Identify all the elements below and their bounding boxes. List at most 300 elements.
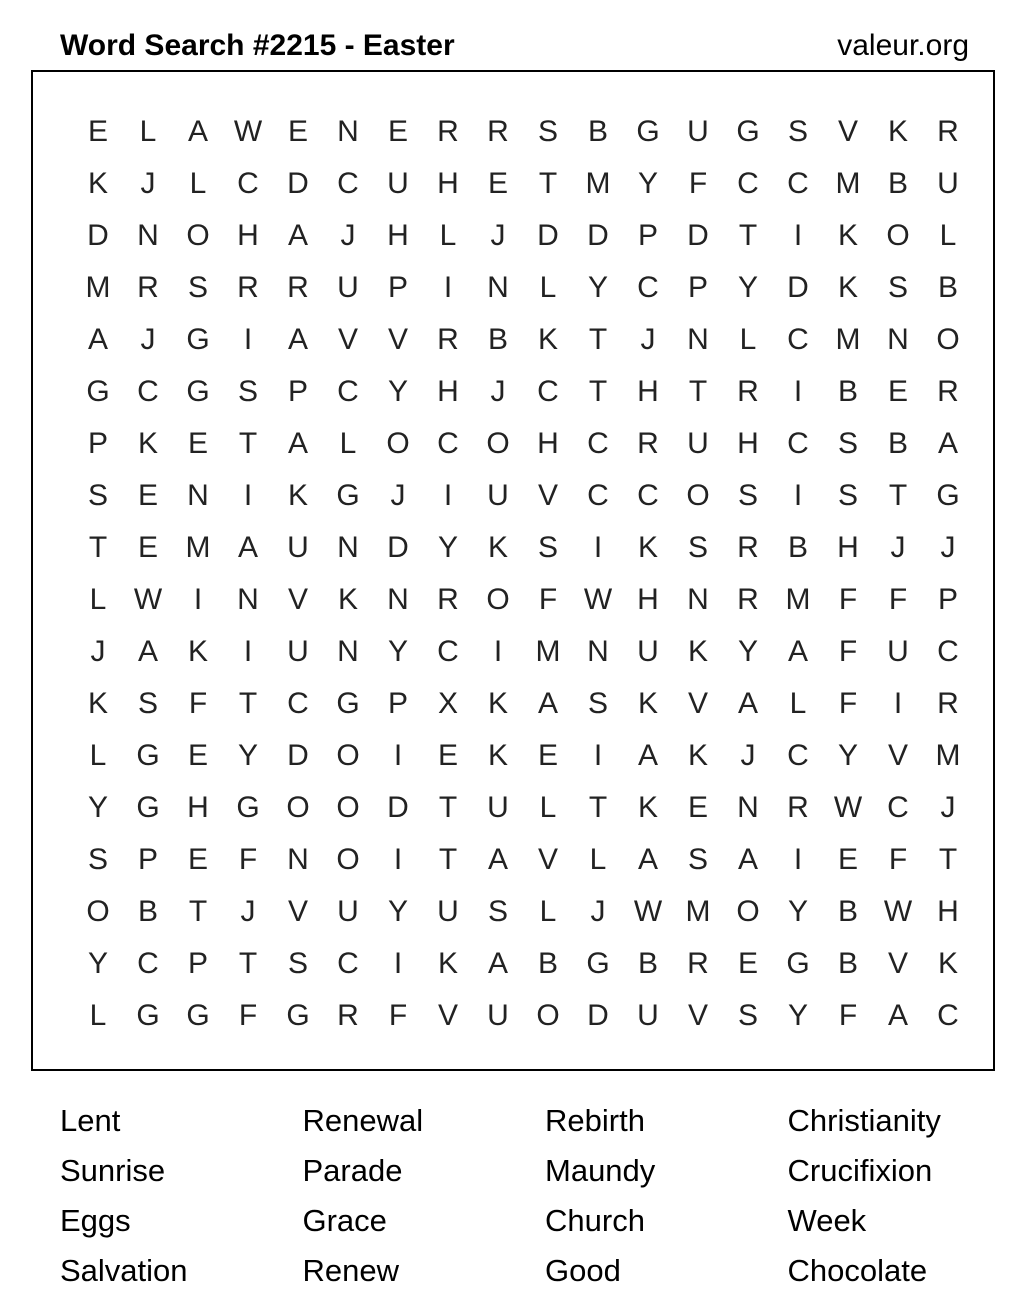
word-list-item: Lent (60, 1103, 121, 1138)
grid-letter: O (486, 583, 510, 616)
grid-letter: C (587, 427, 609, 460)
grid-letter: A (887, 999, 908, 1032)
grid-letter: C (787, 323, 809, 356)
grid-letter: A (137, 635, 158, 668)
grid-letter: C (737, 167, 759, 200)
grid-letter: O (336, 843, 360, 876)
grid-letter: F (238, 843, 258, 876)
grid-letter: S (137, 687, 158, 720)
grid-letter: D (287, 739, 309, 772)
grid-letter: V (437, 999, 458, 1032)
grid-letter: C (437, 635, 459, 668)
grid-letter: B (587, 115, 608, 148)
grid-letter: H (937, 895, 959, 928)
grid-letter: H (437, 375, 459, 408)
grid-letter: D (387, 531, 409, 564)
word-list-item: Rebirth (545, 1103, 645, 1138)
grid-letter: J (140, 323, 156, 356)
grid-letter: N (137, 219, 159, 252)
grid-letter: Y (237, 739, 258, 772)
grid-letter: O (86, 895, 110, 928)
grid-letter: R (437, 323, 459, 356)
grid-letter: S (287, 947, 308, 980)
grid-letter: M (835, 167, 861, 200)
grid-letter: H (437, 167, 459, 200)
grid-letter: S (537, 531, 558, 564)
grid-letter: U (437, 895, 459, 928)
grid-letter: I (593, 739, 603, 772)
grid-letter: G (936, 479, 960, 512)
grid-letter: C (637, 271, 659, 304)
word-list-item: Salvation (60, 1253, 188, 1288)
grid-letter: Y (637, 167, 658, 200)
grid-letter: Y (387, 375, 408, 408)
grid-letter: G (336, 479, 360, 512)
grid-letter: U (287, 531, 309, 564)
grid-letter: A (737, 687, 758, 720)
grid-letter: S (837, 479, 858, 512)
grid-letter: B (787, 531, 808, 564)
grid-letter: O (386, 427, 410, 460)
grid-letter: B (637, 947, 658, 980)
grid-letter: O (486, 427, 510, 460)
grid-letter: Y (87, 947, 108, 980)
grid-letter: N (387, 583, 409, 616)
grid-letter: B (137, 895, 158, 928)
grid-letter: N (887, 323, 909, 356)
grid-letter: R (287, 271, 309, 304)
grid-letter: R (737, 583, 759, 616)
grid-letter: T (238, 427, 258, 460)
grid-letter: T (438, 791, 458, 824)
grid-letter: K (887, 115, 908, 148)
grid-letter: R (437, 583, 459, 616)
grid-letter: K (437, 947, 458, 980)
letter-grid (73, 106, 973, 1042)
grid-letter: K (937, 947, 958, 980)
grid-letter: M (585, 167, 611, 200)
grid-letter: Y (437, 531, 458, 564)
grid-letter: E (837, 843, 858, 876)
grid-letter: T (688, 375, 708, 408)
grid-letter: U (887, 635, 909, 668)
grid-letter: W (633, 895, 663, 928)
grid-letter: L (589, 843, 607, 876)
grid-letter: H (537, 427, 559, 460)
grid-letter: A (937, 427, 958, 460)
grid-letter: S (587, 687, 608, 720)
grid-letter: O (886, 219, 910, 252)
grid-letter: Y (787, 999, 808, 1032)
grid-letter: V (287, 895, 308, 928)
grid-letter: L (189, 167, 207, 200)
grid-letter: V (687, 687, 708, 720)
grid-letter: R (487, 115, 509, 148)
grid-letter: O (736, 895, 760, 928)
grid-letter: V (687, 999, 708, 1032)
grid-letter: K (837, 271, 858, 304)
grid-letter: I (443, 479, 453, 512)
grid-letter: G (86, 375, 110, 408)
grid-letter: P (937, 583, 958, 616)
grid-letter: C (437, 427, 459, 460)
grid-letter: M (85, 271, 111, 304)
grid-letter: W (833, 791, 863, 824)
grid-letter: H (237, 219, 259, 252)
grid-letter: S (787, 115, 808, 148)
grid-letter: F (838, 687, 858, 720)
grid-letter: A (487, 947, 508, 980)
grid-letter: C (787, 739, 809, 772)
grid-letter: D (587, 219, 609, 252)
grid-letter: C (787, 167, 809, 200)
grid-letter: U (487, 999, 509, 1032)
grid-letter: Y (737, 635, 758, 668)
grid-letter: O (286, 791, 310, 824)
grid-letter: A (637, 843, 658, 876)
grid-letter: M (935, 739, 961, 772)
grid-letter: F (538, 583, 558, 616)
grid-letter: G (136, 739, 160, 772)
grid-letter: X (437, 687, 458, 720)
grid-letter: K (687, 739, 708, 772)
grid-letter: K (337, 583, 358, 616)
grid-letter: O (336, 739, 360, 772)
grid-letter: K (287, 479, 308, 512)
grid-letter: L (739, 323, 757, 356)
grid-letter: D (687, 219, 709, 252)
grid-letter: S (87, 479, 108, 512)
grid-letter: B (837, 947, 858, 980)
grid-letter: U (337, 271, 359, 304)
grid-letter: E (737, 947, 758, 980)
grid-letter: I (243, 479, 253, 512)
grid-letter: U (637, 999, 659, 1032)
grid-letter: G (136, 791, 160, 824)
grid-letter: M (685, 895, 711, 928)
grid-letter: L (139, 115, 157, 148)
grid-letter: W (133, 583, 163, 616)
grid-letter: I (243, 323, 253, 356)
grid-letter: J (490, 375, 506, 408)
grid-letter: B (537, 947, 558, 980)
grid-letter: U (637, 635, 659, 668)
grid-letter: C (537, 375, 559, 408)
grid-letter: I (243, 635, 253, 668)
grid-letter: R (437, 115, 459, 148)
grid-letter: C (337, 375, 359, 408)
grid-letter: L (339, 427, 357, 460)
grid-letter: U (387, 167, 409, 200)
grid-letter: K (87, 687, 108, 720)
grid-letter: N (287, 843, 309, 876)
grid-letter: G (286, 999, 310, 1032)
grid-letter: E (187, 427, 208, 460)
grid-letter: I (893, 687, 903, 720)
grid-letter: V (387, 323, 408, 356)
word-list-item: Good (545, 1253, 621, 1288)
grid-letter: S (187, 271, 208, 304)
grid-letter: U (337, 895, 359, 928)
word-list-item: Week (787, 1203, 867, 1238)
grid-letter: C (337, 947, 359, 980)
grid-letter: U (687, 115, 709, 148)
grid-letter: V (837, 115, 858, 148)
grid-letter: R (137, 271, 159, 304)
grid-letter: H (187, 791, 209, 824)
grid-letter: C (137, 947, 159, 980)
word-list-item: Parade (302, 1153, 403, 1188)
grid-letter: L (539, 895, 557, 928)
grid-letter: R (937, 375, 959, 408)
grid-letter: J (940, 791, 956, 824)
grid-letter: D (87, 219, 109, 252)
grid-letter: U (487, 791, 509, 824)
grid-letter: G (786, 947, 810, 980)
grid-letter: O (536, 999, 560, 1032)
grid-letter: H (637, 583, 659, 616)
word-list-item: Chocolate (787, 1253, 928, 1288)
grid-letter: C (237, 167, 259, 200)
grid-letter: K (687, 635, 708, 668)
grid-letter: C (137, 375, 159, 408)
grid-letter: Y (387, 635, 408, 668)
grid-letter: U (687, 427, 709, 460)
grid-letter: T (888, 479, 908, 512)
grid-letter: N (237, 583, 259, 616)
grid-letter: H (637, 375, 659, 408)
grid-letter: S (87, 843, 108, 876)
word-list-item: Grace (302, 1203, 387, 1238)
grid-letter: E (387, 115, 408, 148)
grid-letter: S (737, 999, 758, 1032)
grid-letter: Y (737, 271, 758, 304)
grid-letter: K (837, 219, 858, 252)
grid-letter: D (787, 271, 809, 304)
grid-letter: V (887, 947, 908, 980)
grid-letter: A (287, 219, 308, 252)
grid-letter: L (89, 583, 107, 616)
grid-letter: M (535, 635, 561, 668)
grid-letter: L (89, 739, 107, 772)
word-list (60, 1096, 1030, 1296)
grid-letter: W (883, 895, 913, 928)
grid-letter: B (887, 427, 908, 460)
grid-letter: T (88, 531, 108, 564)
grid-letter: T (588, 323, 608, 356)
word-list-item: Church (545, 1203, 645, 1238)
grid-letter: F (838, 999, 858, 1032)
grid-letter: M (185, 531, 211, 564)
grid-letter: I (793, 843, 803, 876)
grid-letter: I (193, 583, 203, 616)
grid-letter: A (187, 115, 208, 148)
grid-letter: H (387, 219, 409, 252)
grid-letter: L (939, 219, 957, 252)
grid-letter: T (538, 167, 558, 200)
grid-letter: R (237, 271, 259, 304)
grid-letter: J (740, 739, 756, 772)
grid-letter: N (187, 479, 209, 512)
grid-letter: K (187, 635, 208, 668)
grid-letter: A (737, 843, 758, 876)
grid-letter: T (938, 843, 958, 876)
grid-letter: L (789, 687, 807, 720)
grid-letter: N (337, 115, 359, 148)
grid-letter: K (487, 531, 508, 564)
grid-letter: Y (87, 791, 108, 824)
grid-letter: E (437, 739, 458, 772)
grid-letter: M (785, 583, 811, 616)
grid-letter: C (787, 427, 809, 460)
grid-letter: K (637, 791, 658, 824)
grid-letter: J (140, 167, 156, 200)
grid-letter: N (687, 323, 709, 356)
grid-letter: B (487, 323, 508, 356)
grid-letter: E (537, 739, 558, 772)
grid-letter: C (287, 687, 309, 720)
grid-letter: Y (587, 271, 608, 304)
grid-letter: F (688, 167, 708, 200)
grid-letter: J (240, 895, 256, 928)
grid-letter: S (537, 115, 558, 148)
grid-letter: O (336, 791, 360, 824)
grid-letter: N (337, 531, 359, 564)
grid-letter: K (637, 687, 658, 720)
grid-letter: O (686, 479, 710, 512)
grid-letter: P (137, 843, 158, 876)
grid-letter: T (588, 791, 608, 824)
grid-letter: J (890, 531, 906, 564)
word-list-item: Crucifixion (787, 1153, 933, 1188)
grid-letter: R (637, 427, 659, 460)
grid-letter: B (887, 167, 908, 200)
grid-letter: N (687, 583, 709, 616)
grid-letter: E (187, 843, 208, 876)
grid-letter: U (287, 635, 309, 668)
grid-letter: H (737, 427, 759, 460)
grid-letter: T (438, 843, 458, 876)
grid-letter: B (937, 271, 958, 304)
grid-letter: A (87, 323, 108, 356)
grid-letter: F (888, 583, 908, 616)
grid-letter: J (640, 323, 656, 356)
grid-letter: A (287, 323, 308, 356)
grid-letter: T (738, 219, 758, 252)
grid-letter: V (887, 739, 908, 772)
grid-letter: K (87, 167, 108, 200)
grid-letter: E (487, 167, 508, 200)
grid-letter: G (236, 791, 260, 824)
word-list-item: Maundy (545, 1153, 656, 1188)
grid-letter: E (137, 479, 158, 512)
grid-letter: W (233, 115, 263, 148)
grid-letter: N (337, 635, 359, 668)
grid-letter: J (590, 895, 606, 928)
grid-letter: C (637, 479, 659, 512)
grid-letter: I (393, 739, 403, 772)
word-list-item: Christianity (787, 1103, 941, 1138)
grid-letter: E (87, 115, 108, 148)
grid-letter: C (937, 999, 959, 1032)
grid-letter: O (186, 219, 210, 252)
grid-letter: R (787, 791, 809, 824)
grid-letter: L (539, 791, 557, 824)
grid-letter: P (637, 219, 658, 252)
grid-letter: R (937, 115, 959, 148)
grid-letter: I (593, 531, 603, 564)
grid-letter: S (737, 479, 758, 512)
grid-letter: A (787, 635, 808, 668)
letter-grid-frame (31, 70, 995, 1071)
grid-letter: I (493, 635, 503, 668)
word-list-item: Sunrise (60, 1153, 166, 1188)
grid-letter: N (737, 791, 759, 824)
grid-letter: T (238, 687, 258, 720)
grid-letter: Y (837, 739, 858, 772)
grid-letter: V (337, 323, 358, 356)
grid-letter: S (887, 271, 908, 304)
grid-letter: J (340, 219, 356, 252)
grid-letter: E (287, 115, 308, 148)
grid-letter: K (137, 427, 158, 460)
grid-letter: J (490, 219, 506, 252)
grid-letter: B (837, 375, 858, 408)
grid-letter: G (186, 323, 210, 356)
grid-letter: E (687, 791, 708, 824)
grid-letter: C (587, 479, 609, 512)
grid-letter: D (387, 791, 409, 824)
grid-letter: M (835, 323, 861, 356)
grid-letter: J (940, 531, 956, 564)
grid-letter: S (487, 895, 508, 928)
grid-letter: P (687, 271, 708, 304)
grid-letter: T (188, 895, 208, 928)
grid-letter: S (237, 375, 258, 408)
grid-letter: G (736, 115, 760, 148)
grid-letter: F (238, 999, 258, 1032)
grid-letter: T (588, 375, 608, 408)
word-list-item: Renew (302, 1253, 399, 1288)
grid-letter: W (583, 583, 613, 616)
grid-letter: J (390, 479, 406, 512)
grid-letter: G (636, 115, 660, 148)
grid-letter: Y (787, 895, 808, 928)
grid-letter: U (937, 167, 959, 200)
grid-letter: K (487, 687, 508, 720)
grid-letter: O (936, 323, 960, 356)
grid-letter: L (439, 219, 457, 252)
grid-letter: G (336, 687, 360, 720)
grid-letter: B (837, 895, 858, 928)
grid-letter: R (687, 947, 709, 980)
grid-letter: T (238, 947, 258, 980)
grid-letter: E (187, 739, 208, 772)
grid-letter: C (887, 791, 909, 824)
grid-letter: Y (387, 895, 408, 928)
grid-letter: P (387, 687, 408, 720)
grid-letter: L (539, 271, 557, 304)
grid-letter: A (637, 739, 658, 772)
grid-letter: C (937, 635, 959, 668)
grid-letter: A (237, 531, 258, 564)
site-name: valeur.org (837, 29, 969, 62)
grid-letter: I (443, 271, 453, 304)
grid-letter: R (937, 687, 959, 720)
grid-letter: A (287, 427, 308, 460)
grid-letter: G (186, 375, 210, 408)
grid-letter: G (586, 947, 610, 980)
